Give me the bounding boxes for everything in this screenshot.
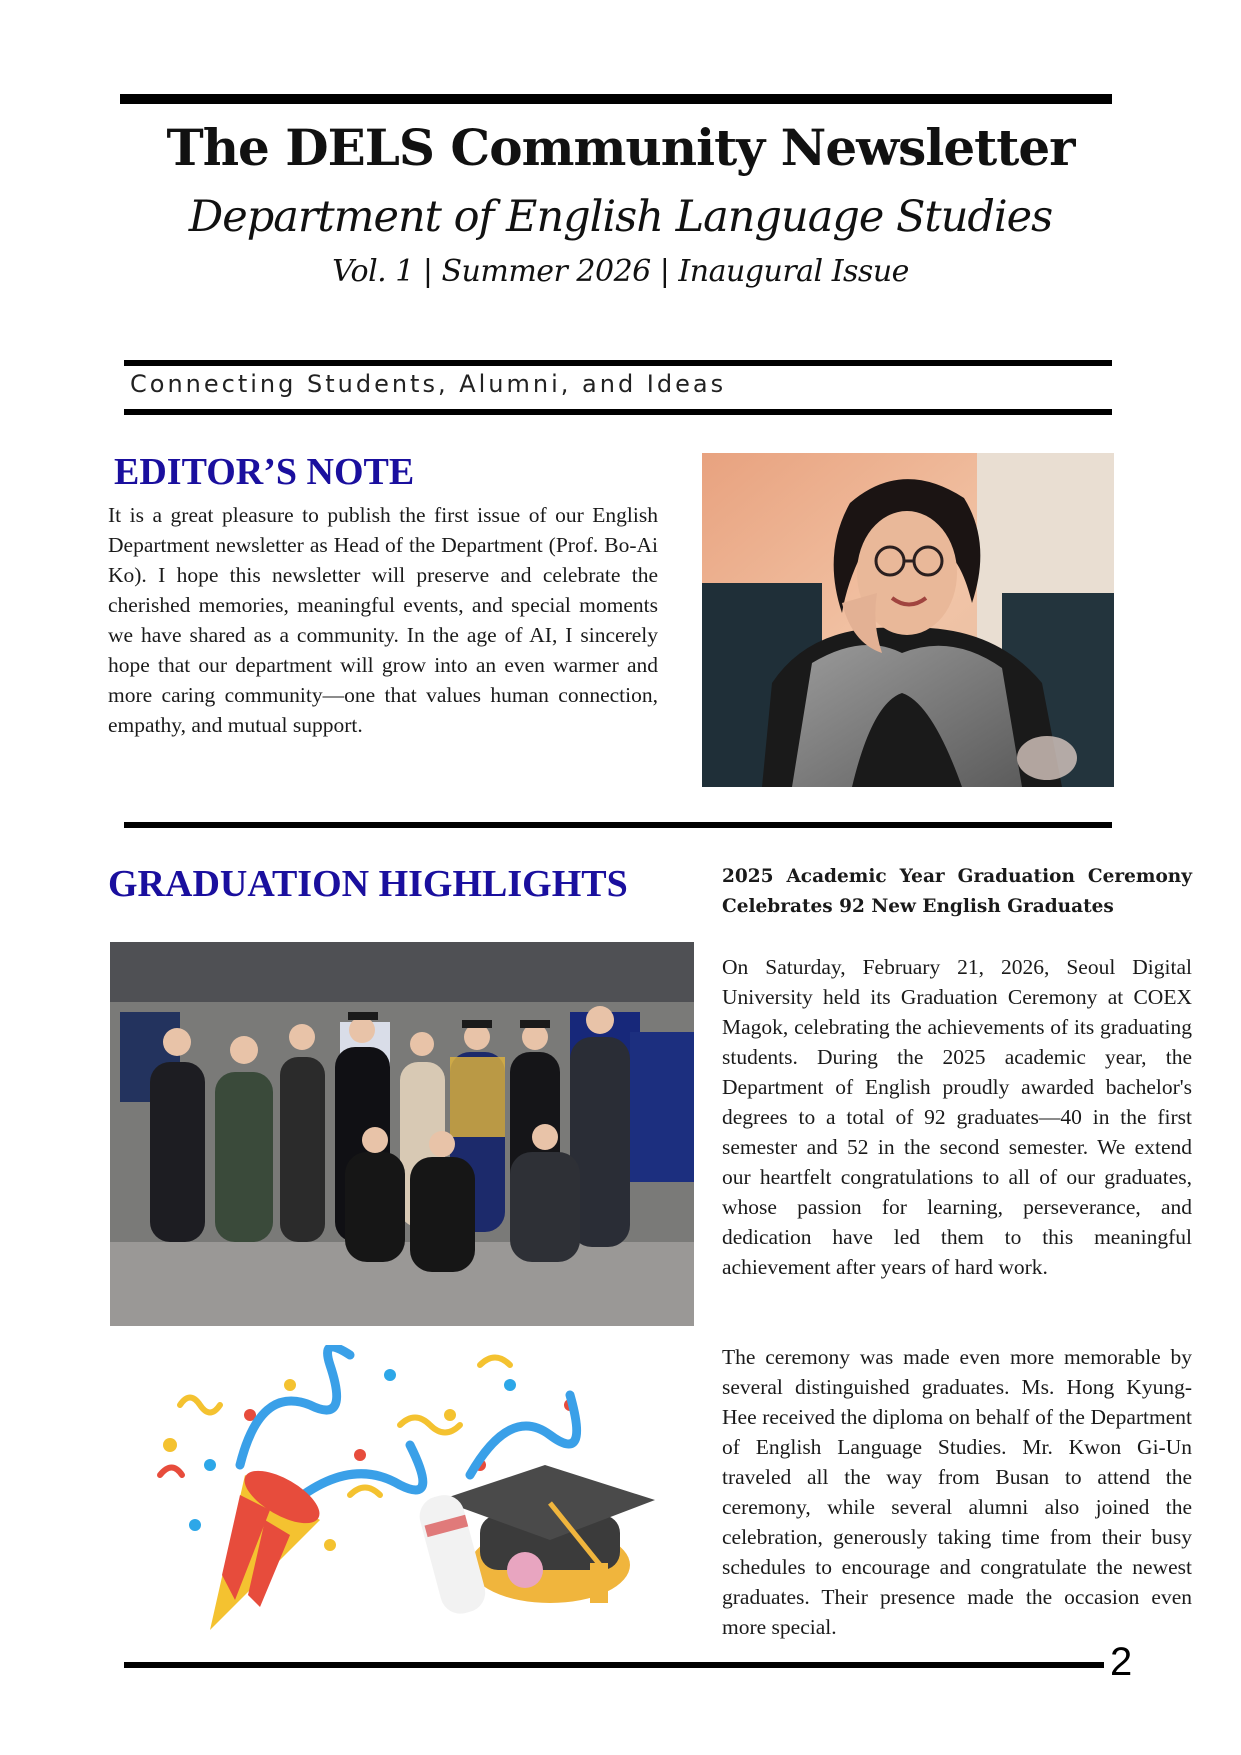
section-divider-rule — [124, 822, 1112, 828]
tagline-bottom-rule — [124, 409, 1112, 415]
celebration-illustration — [150, 1345, 710, 1645]
graduation-paragraph-2: The ceremony was made even more memorable by several distinguished graduates. Ms. Hong Kyung-Hee received the diploma on behalf of the Department of English Language Studies. Mr. Kwon Gi-Un traveled all the way from Busan to attend the ceremony, while several alumni also joined the celebration, generously taking time from their busy schedules to encourage and congratulate the newest graduates. Their presence made the occasion even more special. — [722, 1345, 1192, 1639]
graduation-paragraph-1: On Saturday, February 21, 2026, Seoul Digital University held its Graduation Ceremony at COEX Magok, celebrating the achievements of its graduating students. During the 2025 academic year, the Department of English proudly awarded bachelor's degrees to a total of 92 graduates—40 in the first semester and 52 in the second semester. We extend our heartfelt congratulations to all of our graduates, whose passion for learning, perseverance, and dedication have led them to this meaningful achievement after years of hard work. — [722, 955, 1192, 1279]
tagline: Connecting Students, Alumni, and Ideas — [130, 370, 727, 398]
page-number: 2 — [1110, 1640, 1133, 1684]
editors-note-heading: EDITOR’S NOTE — [114, 451, 415, 493]
tagline-top-rule — [124, 360, 1112, 366]
editor-portrait-photo — [702, 453, 1114, 787]
graduation-heading: GRADUATION HIGHLIGHTS — [108, 863, 628, 905]
graduation-group-photo — [110, 942, 694, 1326]
volume-line: Vol. 1 | Summer 2026 | Inaugural Issue — [332, 254, 909, 289]
masthead-top-rule — [120, 94, 1112, 104]
department-subtitle: Department of English Language Studies — [188, 192, 1053, 242]
graduation-article-title: 2025 Academic Year Graduation Ceremony Celebrates 92 New English Graduates — [722, 866, 1192, 917]
footer-rule — [124, 1662, 1104, 1668]
newsletter-title: The DELS Community Newsletter — [166, 118, 1075, 177]
editors-note-body: It is a great pleasure to publish the first issue of our English Department newsletter as Head of the Department (Prof. Bo-Ai Ko). I hope this newsletter will preserve and celebrate the cherished memories, meaningful events, and special moments we have shared as a community. In the age of AI, I sincerely hope that our department will grow into an even warmer and more caring community—one that values human connection, empathy, and mutual support. — [108, 503, 658, 737]
